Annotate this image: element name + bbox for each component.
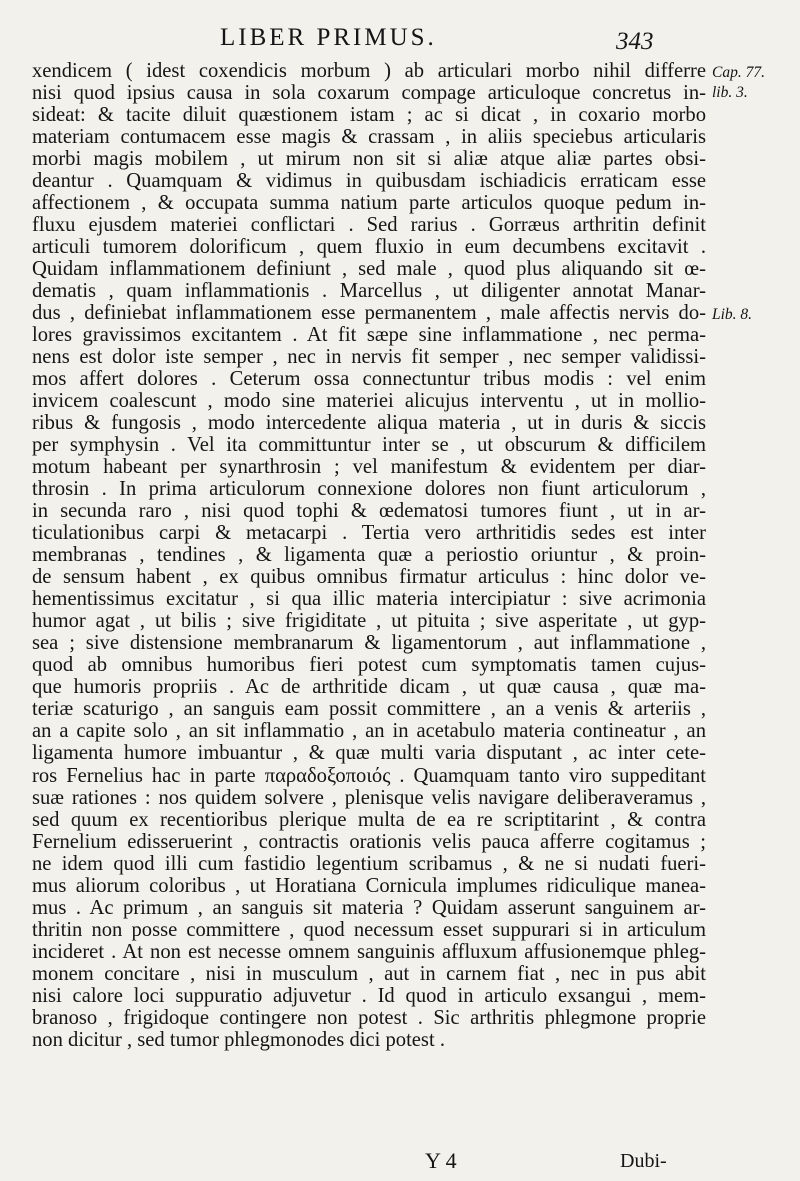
text-line: materiam contumacem esse magis & crassam , in aliis speciebus articularis xyxy=(32,126,706,149)
text-line: ticulationibus carpi & metacarpi . Tertia vero arthritidis sedes est inter xyxy=(32,522,706,545)
text-line: Quidam inflammationem definiunt , sed male , quod plus aliquando sit œ- xyxy=(32,258,706,281)
text-line: humor agat , ut bilis ; sive frigiditate , ut pituita ; sive asperitate , ut gyp- xyxy=(32,610,706,633)
text-line: teriæ scaturigo , an sanguis eam possit committere , an a venis & arteriis , xyxy=(32,698,706,721)
text-line: articuli tumorem dolorificum , quem fluxio in eum decumbens excitavit . xyxy=(32,236,706,259)
text-line: deantur . Quamquam & vidimus in quibusdam ischiadicis erraticam esse xyxy=(32,170,706,193)
text-line: fluxu ejusdem materiei conflictari . Sed rarius . Gorræus arthritin definit xyxy=(32,214,706,237)
signature-mark: Y 4 xyxy=(425,1148,457,1173)
body-text xyxy=(32,60,706,1051)
text-line: nens est dolor iste semper , nec in nervis fit semper , nec semper validissi- xyxy=(32,346,706,369)
text-line: sideat: & tacite diluit quæstionem istam ; ac si dicat , in coxario morbo xyxy=(32,104,706,127)
text-line: lores gravissimos excitantem . At fit sæpe sine inflammatione , nec perma- xyxy=(32,324,706,347)
margin-note-reference: Lib. 8. xyxy=(712,306,753,323)
text-line: incideret . At non est necesse omnem sanguinis affluxum affusionemque phleg- xyxy=(32,940,706,963)
text-line: hementissimus excitatur , si qua illic materia intercipiatur : sive acrimonia xyxy=(32,588,706,611)
text-line: sea ; sive distensione membranarum & ligamentorum , aut inflammatione , xyxy=(32,632,706,655)
text-line: sed quum ex recentioribus plerique multa de ea re scriptitarint , & contra xyxy=(32,808,706,831)
margin-note-chapter: Cap. 77. xyxy=(712,64,765,81)
text-line: dus , definiebat inflammationem esse permanentem , male affectis nervis do- xyxy=(32,302,706,325)
text-line: de sensum habent , ex quibus omnibus firmatur articulus : hinc dolor ve- xyxy=(32,566,706,589)
text-line: ligamenta humore imbuantur , & quæ multi varia disputant , ac inter cete- xyxy=(32,742,706,765)
text-line: nisi calore loci suppuratio adjuvetur . Id quod in articulo exsangui , mem- xyxy=(32,984,706,1007)
text-line: xendicem ( idest coxendicis morbum ) ab articulari morbo nihil differre xyxy=(32,60,706,82)
text-line: ne idem quod illi cum fastidio legentium scribamus , & ne si nudati fueri- xyxy=(32,852,706,875)
text-line: branoso , frigidoque contingere non potest . Sic arthritis phlegmone proprie xyxy=(32,1006,706,1029)
catchword: Dubi- xyxy=(620,1150,667,1172)
text-line: membranas , tendines , & ligamenta quæ a periostio oriuntur , & proin- xyxy=(32,544,706,567)
text-line: suæ rationes : nos quidem solvere , plenisque velis navigare deliberaveramus , xyxy=(32,786,706,809)
running-title: LIBER PRIMUS. xyxy=(220,24,437,51)
text-line: an a capite solo , an sit inflammatio , an in acetabulo materia contineatur , an xyxy=(32,720,706,743)
text-line: thritin non posse committere , quod necessum esset suppurari si in articulum xyxy=(32,918,706,941)
margin-note-book: lib. 3. xyxy=(712,84,748,101)
text-line: ribus & fungosis , modo intercedente aliqua materia , ut in duris & siccis xyxy=(32,412,706,435)
text-line: mos affert dolores . Ceterum ossa connectuntur tribus modis : vel enim xyxy=(32,368,706,391)
text-line: mus aliorum coloribus , ut Horatiana Cornicula implumes ridiculique manea- xyxy=(32,874,706,897)
text-line: non dicitur , sed tumor phlegmonodes dici potest . xyxy=(32,1028,445,1051)
text-line: ros Fernelius hac in parte παραδοξοποιός . Quamquam tanto viro suppeditant xyxy=(32,764,706,787)
text-line: motum habeant per synarthrosin ; vel manifestum & evidentem per diar- xyxy=(32,456,706,479)
text-line: invicem coalescunt , modo sine materiei alicujus interventu , ut in mollio- xyxy=(32,390,706,413)
text-line: monem concitare , nisi in musculum , aut in carnem fiat , nec in pus abit xyxy=(32,962,706,985)
text-line: per symphysin . Vel ita committuntur inter se , ut obscurum & difficilem xyxy=(32,434,706,457)
text-line: mus . Ac primum , an sanguis sit materia ? Quidam asserunt sanguinem ar- xyxy=(32,896,706,919)
text-line: Fernelium edisseruerint , contractis orationis velis pauca afferre cogitamus ; xyxy=(32,830,706,853)
text-line: affectionem , & occupata summa natium parte articulos quoque pedum in- xyxy=(32,192,706,215)
text-line: throsin . In prima articulorum connexione dolores non fiunt articulorum , xyxy=(32,478,706,501)
page-number: 343 xyxy=(616,28,654,55)
text-line: dematis , quam inflammationis . Marcellus , ut diligenter annotat Manar- xyxy=(32,280,706,303)
text-line: que humoris propriis . Ac de arthritide dicam , ut quæ causa , quæ ma- xyxy=(32,676,706,699)
text-line: nisi quod ipsius causa in sola coxarum compage articuloque concretus in- xyxy=(32,82,706,105)
text-line: quod ab omnibus humoribus fieri potest cum symptomatis tamen cujus- xyxy=(32,654,706,677)
text-line: in secunda raro , nisi quod tophi & œdematosi tumores fiunt , ut in ar- xyxy=(32,500,706,523)
text-line: morbi magis mobilem , ut mirum non sit si aliæ atque aliæ partes obsi- xyxy=(32,148,706,171)
